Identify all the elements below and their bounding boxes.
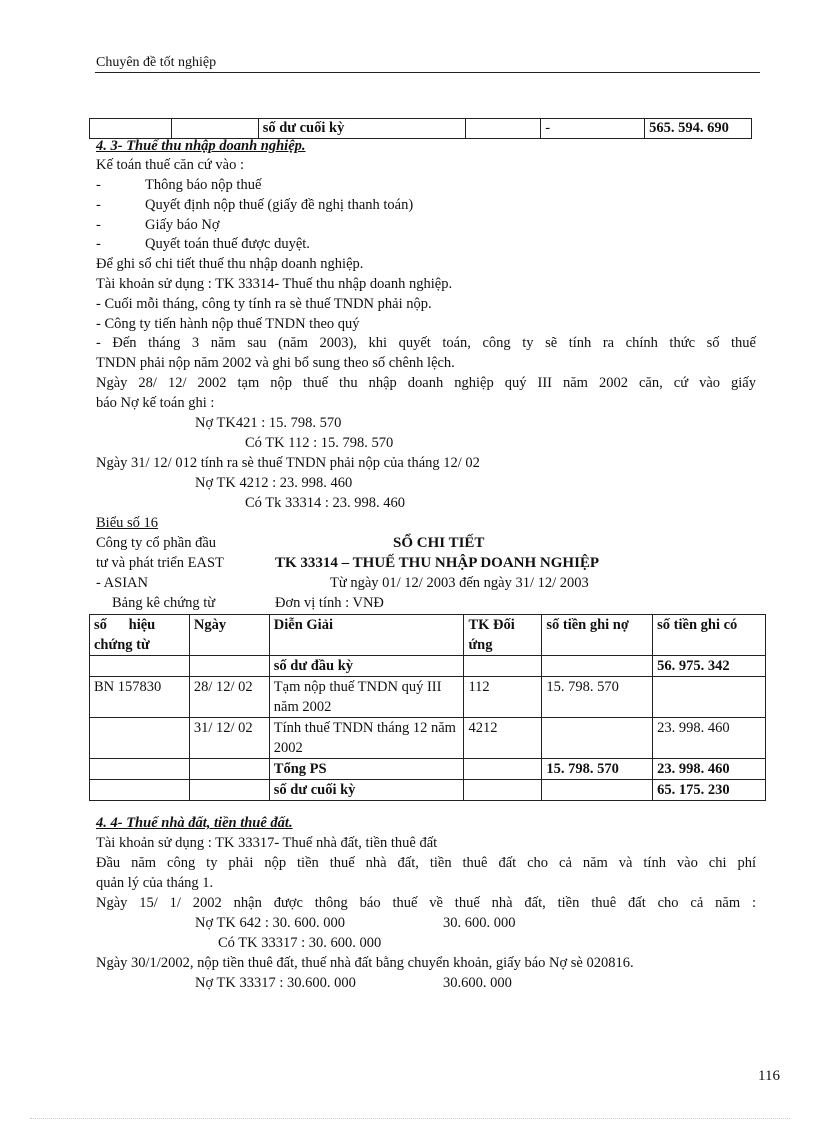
paragraph: - Cuối mỗi tháng, công ty tính ra sè thuế TNDN phải nộp. <box>96 296 432 312</box>
bullet-text: Giấy báo Nợ <box>145 217 220 233</box>
table-header-row <box>90 615 766 656</box>
journal-entry: Nợ TK421 : 15. 798. 570 <box>195 415 342 431</box>
section-heading: 4. 3- Thuế thu nhập doanh nghiệp. <box>96 138 306 154</box>
paragraph: Ngày 28/ 12/ 2002 tạm nộp thuế thu nhập doanh nghiệp quý III năm 2002 căn, cứ vào giấy <box>96 375 756 391</box>
journal-entry: Có TK 112 : 15. 798. 570 <box>245 435 394 451</box>
table-cell <box>90 656 190 677</box>
company-line: tư và phát triển EAST <box>96 555 224 571</box>
header-cell: Ngày <box>189 615 269 656</box>
table-cell <box>464 656 542 677</box>
journal-entry: Nợ TK 4212 : 23. 998. 460 <box>195 475 353 491</box>
voucher-list-label: Bảng kê chứng từ <box>112 595 216 611</box>
table-cell: 65. 175. 230 <box>653 780 766 801</box>
header-cell: TK Đối ứng <box>464 615 542 656</box>
paragraph: - Đến tháng 3 năm sau (năm 2003), khi quyết toán, công ty sẽ tính ra chính thức số thuế <box>96 335 756 351</box>
table-cell: BN 157830 <box>90 677 190 718</box>
paragraph: TNDN phải nộp năm 2002 và ghi bổ sung theo số chênh lệch. <box>96 355 455 371</box>
header-cell: số hiệu chứng từ <box>90 615 190 656</box>
paragraph: Ngày 15/ 1/ 2002 nhận được thông báo thuế về thuế nhà đất, tiền thuê đất cho cả năm : <box>96 895 756 911</box>
table-cell <box>464 759 542 780</box>
journal-entry: Có TK 33317 : 30. 600. 000 <box>218 935 382 951</box>
journal-amount: 30. 600. 000 <box>443 915 516 931</box>
journal-entry: Nợ TK 33317 : 30.600. 000 <box>195 975 356 991</box>
bullet-dash: - <box>96 197 101 213</box>
table-cell: - <box>541 119 645 139</box>
paragraph: quản lý của tháng 1. <box>96 875 214 891</box>
table-cell: 15. 798. 570 <box>542 759 653 780</box>
paragraph: Ngày 30/1/2002, nộp tiền thuê đất, thuế nhà đất bằng chuyển khoản, giấy báo Nợ sè 020816. <box>96 955 634 971</box>
paragraph: báo Nợ kế toán ghi : <box>96 395 215 411</box>
bullet-dash: - <box>96 177 101 193</box>
table-cell <box>90 759 190 780</box>
table-cell: 23. 998. 460 <box>653 759 766 780</box>
header-cell: Diễn Giải <box>269 615 464 656</box>
ledger-period: Từ ngày 01/ 12/ 2003 đến ngày 31/ 12/ 2003 <box>330 575 589 591</box>
table-cell <box>542 780 653 801</box>
table-cell <box>90 718 190 759</box>
table-cell <box>171 119 258 139</box>
paragraph: Tài khoản sử dụng : TK 33317- Thuế nhà đất, tiền thuê đất <box>96 835 438 851</box>
table-cell: 112 <box>464 677 542 718</box>
table-row <box>90 780 766 801</box>
table-cell: số dư đầu kỳ <box>269 656 464 677</box>
running-header: Chuyên đề tốt nghiệp <box>96 55 217 70</box>
paragraph: - Công ty tiến hành nộp thuế TNDN theo quý <box>96 316 360 332</box>
table-cell: 23. 998. 460 <box>653 718 766 759</box>
exhibit-label: Biểu số 16 <box>96 515 159 531</box>
page-number: 116 <box>758 1068 780 1084</box>
table-cell <box>464 780 542 801</box>
table-cell <box>542 718 653 759</box>
table-row <box>90 677 766 718</box>
header-cell: số tiền ghi nợ <box>542 615 653 656</box>
company-line: Công ty cổ phần đầu <box>96 535 217 551</box>
bullet-text: Quyết định nộp thuế (giấy đề nghị thanh toán) <box>145 197 414 213</box>
table-cell <box>653 677 766 718</box>
bullet-text: Thông báo nộp thuế <box>145 177 262 193</box>
ledger-unit: Đơn vị tính : VNĐ <box>275 595 384 611</box>
footer-rule <box>30 1118 790 1119</box>
company-line: - ASIAN <box>96 575 148 591</box>
table-cell: 31/ 12/ 02 <box>189 718 269 759</box>
top-table <box>89 118 752 139</box>
bullet-dash: - <box>96 236 101 252</box>
table-row <box>90 656 766 677</box>
ledger-table <box>89 614 766 801</box>
table-cell: 565. 594. 690 <box>645 119 752 139</box>
header-cell: số tiền ghi có <box>653 615 766 656</box>
table-cell <box>189 656 269 677</box>
table-cell: 4212 <box>464 718 542 759</box>
table-cell <box>542 656 653 677</box>
ledger-title: SỔ CHI TIẾT <box>393 535 485 551</box>
table-cell <box>466 119 541 139</box>
bullet-text: Quyết toán thuế được duyệt. <box>145 236 310 252</box>
journal-entry: Có Tk 33314 : 23. 998. 460 <box>245 495 406 511</box>
table-cell <box>189 759 269 780</box>
table-cell: 15. 798. 570 <box>542 677 653 718</box>
paragraph: Để ghi sổ chi tiết thuế thu nhập doanh nghiệp. <box>96 256 364 272</box>
table-row <box>90 759 766 780</box>
paragraph: Tài khoản sử dụng : TK 33314- Thuế thu nhập doanh nghiệp. <box>96 276 453 292</box>
table-cell: Tạm nộp thuế TNDN quý III năm 2002 <box>269 677 464 718</box>
table-cell: Tổng PS <box>269 759 464 780</box>
table-cell: 56. 975. 342 <box>653 656 766 677</box>
ledger-subtitle: TK 33314 – THUẾ THU NHẬP DOANH NGHIỆP <box>275 555 600 571</box>
table-cell: Tính thuế TNDN tháng 12 năm 2002 <box>269 718 464 759</box>
table-row <box>90 119 752 139</box>
bullet-dash: - <box>96 217 101 233</box>
table-cell <box>90 119 172 139</box>
table-row <box>90 718 766 759</box>
journal-amount: 30.600. 000 <box>443 975 512 991</box>
paragraph: Kế toán thuế căn cứ vào : <box>96 157 244 173</box>
table-cell: 28/ 12/ 02 <box>189 677 269 718</box>
header-rule <box>95 72 760 73</box>
paragraph: Đầu năm công ty phải nộp tiền thuế nhà đất, tiền thuê đất cho cả năm và tính vào chi phí <box>96 855 756 871</box>
table-cell <box>90 780 190 801</box>
table-cell: số dư cuối kỳ <box>258 119 466 139</box>
table-cell: số dư cuối kỳ <box>269 780 464 801</box>
paragraph: Ngày 31/ 12/ 012 tính ra sè thuế TNDN phải nộp của tháng 12/ 02 <box>96 455 480 471</box>
section-heading: 4. 4- Thuế nhà đất, tiền thuê đất. <box>96 815 293 831</box>
journal-entry: Nợ TK 642 : 30. 600. 000 <box>195 915 345 931</box>
table-cell <box>189 780 269 801</box>
